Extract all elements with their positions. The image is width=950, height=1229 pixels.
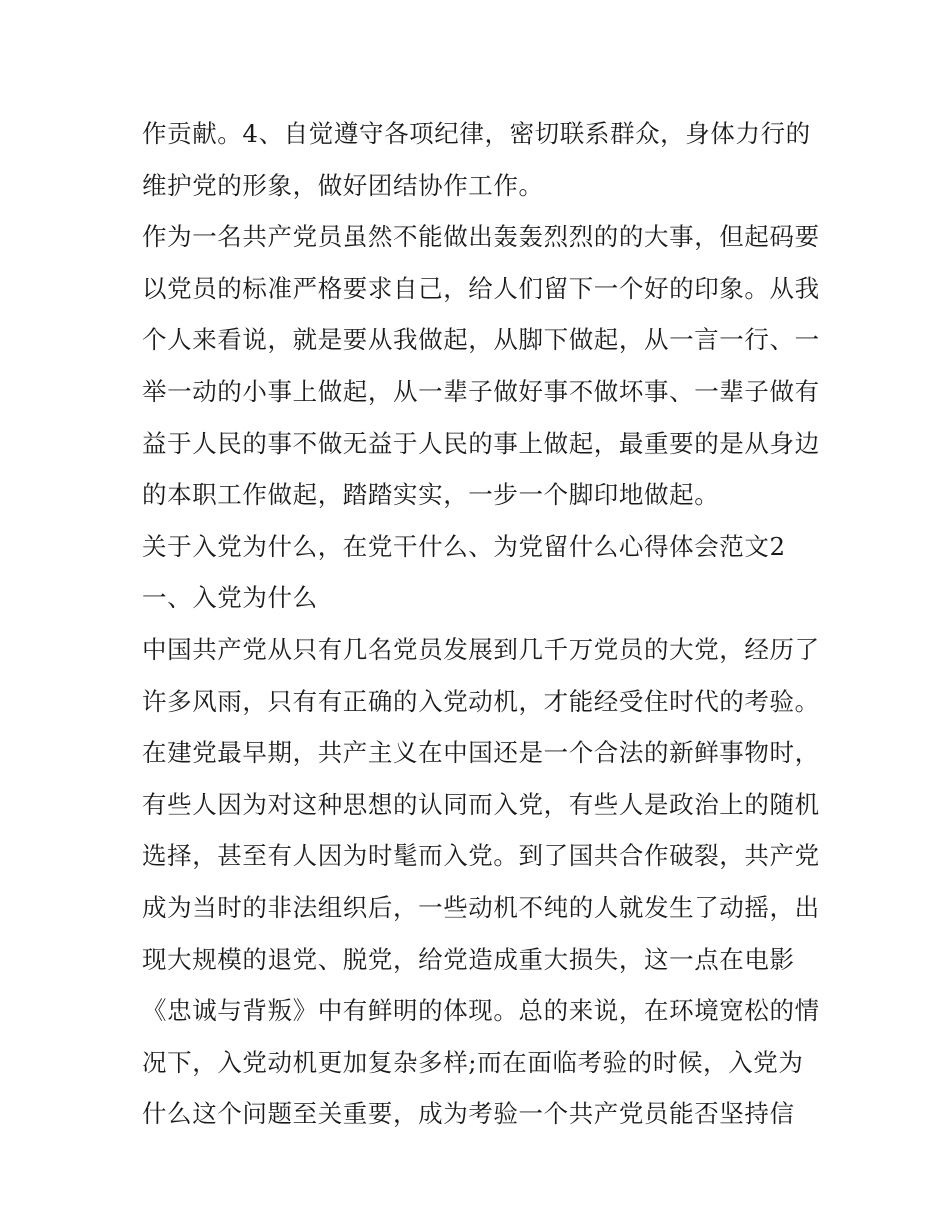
text-line: 况下，入党动机更加复杂多样;而在面临考验的时候，入党为 bbox=[142, 1047, 804, 1077]
text-line: 维护党的形象，做好团结协作工作。 bbox=[142, 170, 544, 200]
text-line: 作贡献。4、自觉遵守各项纪律，密切联系群众，身体力行的 bbox=[142, 119, 811, 148]
document-body bbox=[142, 108, 822, 1140]
text-line: 个人来看说，就是要从我做起，从脚下做起，从一言一行、一 bbox=[142, 325, 820, 355]
section-heading: 一、入党为什么 bbox=[142, 583, 318, 613]
text-line: 选择，甚至有人因为时髦而入党。到了国共合作破裂，共产党 bbox=[142, 841, 820, 871]
text-line: 以党员的标准严格要求自己，给人们留下一个好的印象。从我 bbox=[142, 273, 820, 303]
text-line: 益于人民的事不做无益于人民的事上做起，最重要的是从身边 bbox=[142, 428, 820, 458]
text-line: 现大规模的退党、脱党，给党造成重大损失，这一点在电影 bbox=[142, 944, 795, 974]
text-line: 在建党最早期，共产主义在中国还是一个合法的新鲜事物时， bbox=[142, 738, 820, 768]
text-line: 的本职工作做起，踏踏实实，一步一个脚印地做起。 bbox=[142, 480, 720, 510]
text-line: 举一动的小事上做起，从一辈子做好事不做坏事、一辈子做有 bbox=[142, 376, 820, 406]
text-line: 《忠诚与背叛》中有鲜明的体现。总的来说，在环境宽松的情 bbox=[142, 996, 820, 1026]
text-line: 什么这个问题至关重要，成为考验一个共产党员能否坚持信 bbox=[142, 1099, 795, 1129]
text-line: 许多风雨，只有有正确的入党动机，才能经受住时代的考验。 bbox=[142, 686, 820, 716]
text-line: 中国共产党从只有几名党员发展到几千万党员的大党，经历了 bbox=[142, 634, 820, 664]
text-line: 成为当时的非法组织后，一些动机不纯的人就发生了动摇，出 bbox=[142, 892, 820, 922]
text-line: 作为一名共产党员虽然不能做出轰轰烈烈的的大事，但起码要 bbox=[142, 222, 820, 252]
section-title: 关于入党为什么，在党干什么、为党留什么心得体会范文2 bbox=[142, 531, 786, 561]
text-line: 有些人因为对这种思想的认同而入党，有些人是政治上的随机 bbox=[142, 789, 820, 819]
